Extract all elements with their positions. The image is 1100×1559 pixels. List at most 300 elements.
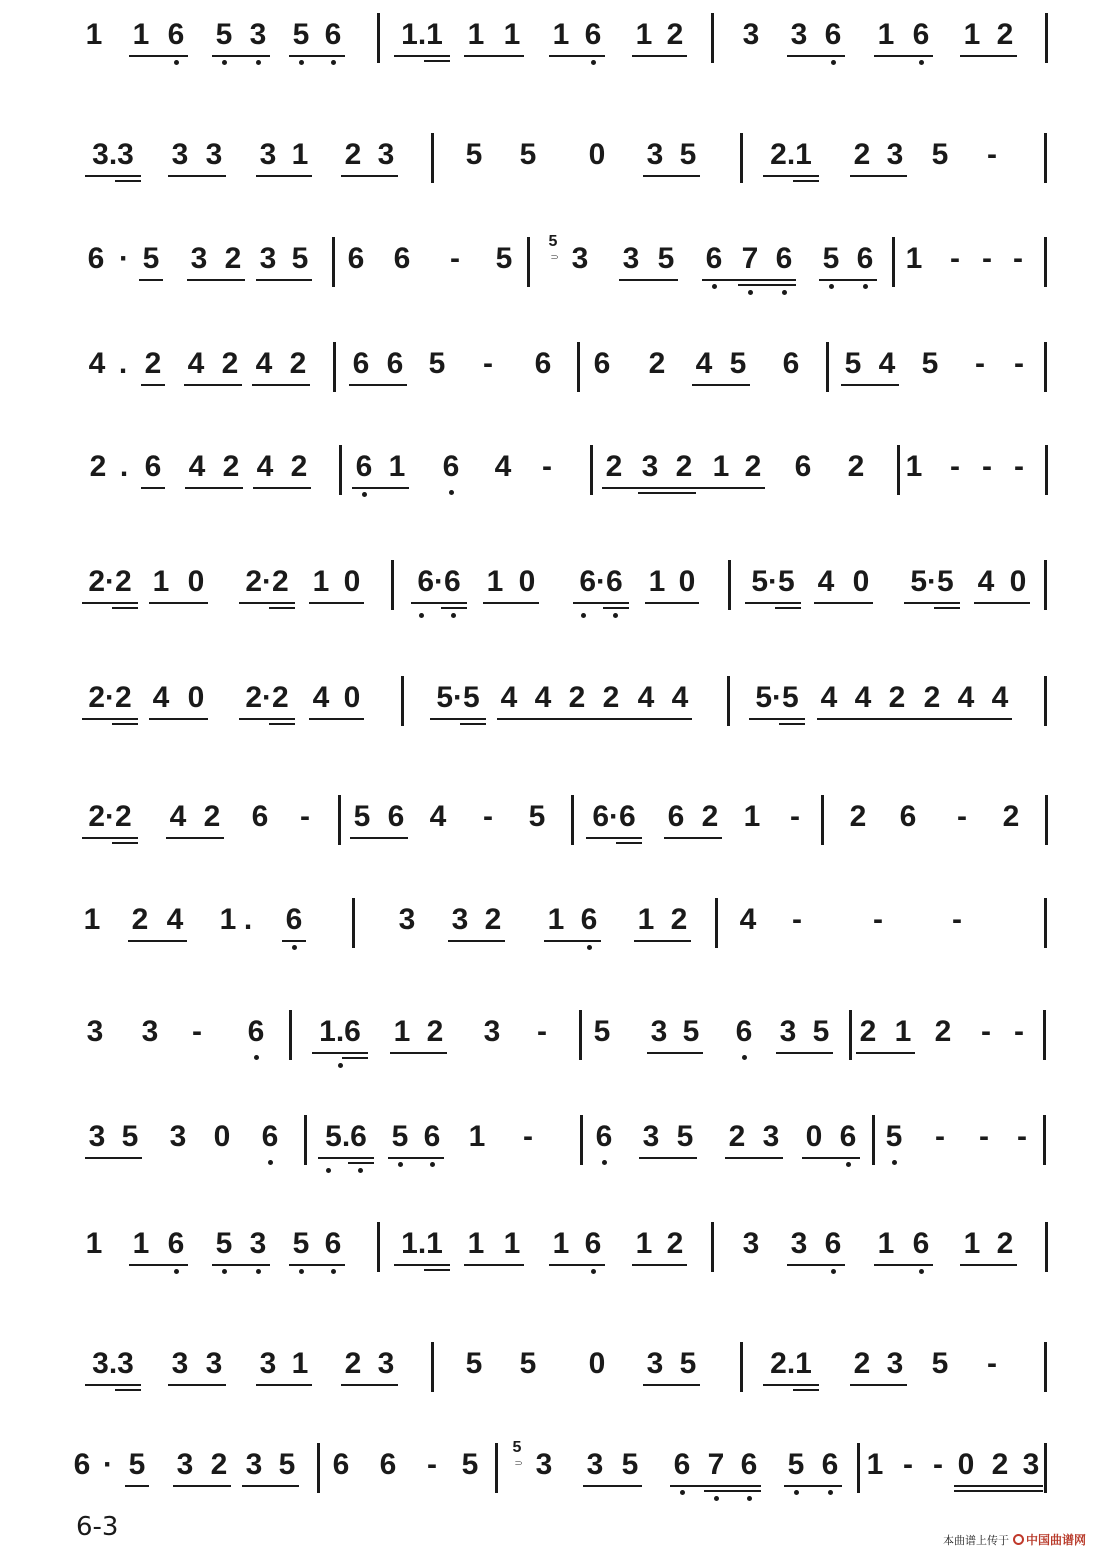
octave-dot [714,1496,719,1501]
underline-eighth [149,602,208,604]
underline-eighth [954,1485,1043,1487]
note: 2 [131,903,149,936]
note: 2 [923,681,941,714]
note: 2.1 [770,1347,812,1380]
note: 6 [324,1227,342,1260]
underline-eighth [602,487,765,489]
note: 3 [790,18,808,51]
octave-dot [419,613,424,618]
underline-eighth [129,55,188,57]
underline-eighth [464,1264,524,1266]
note: 1 [503,1227,521,1260]
note: 3 [762,1120,780,1153]
underline-sixteenth [424,60,450,62]
underline-eighth [85,175,141,177]
note: 2 [568,681,586,714]
note: 1 [905,450,923,483]
barline [391,560,394,610]
octave-dot [338,1063,343,1068]
note: 1 [503,18,521,51]
note: 6·6 [579,565,623,598]
note: 6 [379,1448,397,1481]
underline-eighth [497,718,692,720]
barline [711,13,714,63]
note: 1 [963,18,981,51]
note: 4 [991,681,1009,714]
note: 1 [877,1227,895,1260]
underline-sixteenth [342,1057,368,1059]
note: 6 [673,1448,691,1481]
note: 6 [387,800,405,833]
barline [579,1010,582,1060]
note: 6 [167,18,185,51]
grace-stem: ⸧ [513,1458,524,1470]
note: 3 [742,18,760,51]
barline [495,1443,498,1493]
underline-eighth [632,1264,687,1266]
barline [338,795,341,845]
barline [377,13,380,63]
underline-eighth [874,1264,933,1266]
underline-sixteenth [112,723,138,725]
underline-eighth [129,1264,188,1266]
underline-eighth [309,718,364,720]
note: 6 [167,1227,185,1260]
barline [527,237,530,287]
note: 2 [670,903,688,936]
underline-sixteenth [638,492,696,494]
note: 5 [679,138,697,171]
note: 6 [782,347,800,380]
note: 4 [695,347,713,380]
note: 1 [547,903,565,936]
underline-sixteenth [704,1490,761,1492]
underline-eighth [341,175,398,177]
octave-dot [919,1269,924,1274]
underline-eighth [643,1384,700,1386]
underline-eighth [242,1485,299,1487]
note: 4 [854,681,872,714]
barline [1044,560,1047,610]
underline-eighth [464,55,524,57]
note: 6 [705,242,723,275]
octave-dot [331,60,336,65]
note: 5 [461,1448,479,1481]
note: 6 [393,242,411,275]
note: 5 [465,1347,483,1380]
note: 3 [483,1015,501,1048]
underline-eighth [856,1052,915,1054]
note: 6 [839,1120,857,1153]
note: 1 [648,565,666,598]
barline [339,445,342,495]
barline [727,676,730,726]
underline-eighth [776,1052,833,1054]
note: 1 [467,18,485,51]
note: 5 [121,1120,139,1153]
note: 4 [739,903,757,936]
sustain-dash: - [1014,450,1024,483]
page-number: 6-3 [76,1512,119,1542]
underline-eighth [212,1264,270,1266]
note: 6 [794,450,812,483]
note: 1 [152,565,170,598]
note: 3 [259,1347,277,1380]
sustain-dash: - [427,1448,437,1481]
octave-dot [712,284,717,289]
note: 1 [486,565,504,598]
note: 7 [707,1448,725,1481]
underline-sixteenth [779,723,805,725]
octave-dot [829,284,834,289]
note: 6 [285,903,303,936]
note: 4 [820,681,838,714]
underline-eighth [212,55,270,57]
underline-eighth [619,279,678,281]
site-logo[interactable] [1013,1531,1086,1548]
note: 6 [87,242,105,275]
note: 6 [824,1227,842,1260]
note: 0 [852,565,870,598]
sustain-dash: - [982,450,992,483]
underline-eighth [394,1264,450,1266]
sustain-dash: - [903,1448,913,1481]
note: 0 [588,138,606,171]
barline [1045,445,1048,495]
underline-eighth [787,55,845,57]
barline [1045,13,1048,63]
underline-eighth [549,55,605,57]
underline-eighth [318,1157,374,1159]
underline-eighth [787,1264,845,1266]
note: 1 [388,450,406,483]
octave-dot [846,1162,851,1167]
barline [590,445,593,495]
underline-eighth [960,55,1017,57]
note: 6 [912,18,930,51]
underline-sixteenth [112,607,138,609]
underline-eighth [974,602,1030,604]
octave-dot [299,60,304,65]
underline-eighth [128,940,187,942]
octave-dot [602,1160,607,1165]
note: 1 [85,1227,103,1260]
underline-eighth [544,940,601,942]
note: 2 [210,1448,228,1481]
underline-eighth [483,602,539,604]
note: 5 [391,1120,409,1153]
sustain-dash: - [957,800,967,833]
note: 0 [678,565,696,598]
note: 2 [996,1227,1014,1260]
octave-dot [174,60,179,65]
sustain-dash: - [987,1347,997,1380]
octave-dot [256,60,261,65]
note: 2·2 [88,565,132,598]
underline-eighth [645,602,699,604]
note: 3.3 [92,138,134,171]
note: 3 [535,1448,553,1481]
note: 6 [824,18,842,51]
note: 3 [377,1347,395,1380]
note: 6 [740,1448,758,1481]
note: 2 [1002,800,1020,833]
note: 2 [859,1015,877,1048]
note: 3 [886,1347,904,1380]
underline-eighth [763,175,819,177]
octave-dot [451,613,456,618]
barline [571,795,574,845]
note: 2 [344,1347,362,1380]
note: 0 [518,565,536,598]
sustain-dash: - [483,800,493,833]
note: 3 [259,138,277,171]
note: 5 [428,347,446,380]
note: 3.3 [92,1347,134,1380]
note: 1 [552,1227,570,1260]
underline-eighth [168,175,226,177]
sustain-dash: - [975,347,985,380]
note: 3 [205,138,223,171]
note: 4 [977,565,995,598]
note: 1 [291,138,309,171]
note: 4 [637,681,655,714]
note: 5 [292,18,310,51]
note: 1 [635,1227,653,1260]
note: 1 [743,800,761,833]
octave-dot [747,1496,752,1501]
note: 2 [853,138,871,171]
barline [892,237,895,287]
underline-eighth [817,718,1012,720]
barline [1045,795,1048,845]
note: 2·2 [88,800,132,833]
note: 4 [152,681,170,714]
octave-dot [742,1055,747,1060]
sustain-dash: - [950,450,960,483]
note: 3 [622,242,640,275]
octave-dot [326,1168,331,1173]
underline-sixteenth [348,1162,374,1164]
note: 2 [701,800,719,833]
sustain-dash: - [987,138,997,171]
underline-eighth [394,55,450,57]
octave-dot [254,1055,259,1060]
note: 1 [552,18,570,51]
underline-sixteenth [441,607,467,609]
sustain-dash: - [523,1120,533,1153]
note: 5 [657,242,675,275]
underline-sixteenth [115,1389,141,1391]
note: . [118,347,128,380]
note: 3 [646,138,664,171]
note: 5 [215,18,233,51]
underline-eighth [341,1384,398,1386]
note: 2 [484,903,502,936]
note: 3 [650,1015,668,1048]
note: 3 [86,1015,104,1048]
barline [1044,1342,1047,1392]
note: 6 [261,1120,279,1153]
note: 5 [215,1227,233,1260]
underline-eighth [289,55,345,57]
note: 6·6 [417,565,461,598]
underline-sixteenth [954,1490,1043,1492]
octave-dot [591,60,596,65]
note: 4 [957,681,975,714]
note: 0 [588,1347,606,1380]
underline-eighth [282,940,306,942]
note: 5·5 [910,565,954,598]
underline-eighth [670,1485,761,1487]
note: 5 [679,1347,697,1380]
note: 5 [844,347,862,380]
note: 5·5 [751,565,795,598]
underline-sixteenth [269,723,295,725]
barline [401,676,404,726]
underline-eighth [82,602,138,604]
sustain-dash: - [790,800,800,833]
sustain-dash: - [1014,347,1024,380]
barline [431,1342,434,1392]
underline-eighth [643,175,700,177]
sustain-dash: - [542,450,552,483]
sustain-dash: - [1013,242,1023,275]
note: 2 [888,681,906,714]
octave-dot [794,1490,799,1495]
note: 6 [534,347,552,380]
sustain-dash: - [873,903,883,936]
note: 3 [779,1015,797,1048]
underline-eighth [634,940,691,942]
barline [304,1115,307,1165]
note: 6 [324,18,342,51]
note: 1 [291,1347,309,1380]
site-name: 中国曲谱网 [1025,1533,1086,1547]
barline [897,445,900,495]
sustain-dash: - [537,1015,547,1048]
note: 2 [666,18,684,51]
underline-eighth [784,1485,842,1487]
note: 3 [886,138,904,171]
note: 1 [963,1227,981,1260]
sustain-dash: - [1017,1120,1027,1153]
note: 2 [996,18,1014,51]
note: 5 [292,1227,310,1260]
note: 0 [343,565,361,598]
note: 6 [251,800,269,833]
octave-dot [613,613,618,618]
note: 5 [142,242,160,275]
underline-eighth [82,718,138,720]
note: 1 [467,1227,485,1260]
barline [740,133,743,183]
note: 2 [666,1227,684,1260]
underline-eighth [388,1157,444,1159]
note: 3 [245,1448,263,1481]
barline [1044,133,1047,183]
note: 3 [642,1120,660,1153]
underline-eighth [573,602,629,604]
note: 7 [741,242,759,275]
note: 6 [899,800,917,833]
underline-sixteenth [738,284,796,286]
note: 6 [667,800,685,833]
note: 5 [931,138,949,171]
note: 3 [249,18,267,51]
note: 5 [822,242,840,275]
underline-eighth [448,940,505,942]
underline-sixteenth [115,180,141,182]
octave-dot [449,490,454,495]
underline-eighth [692,384,750,386]
note: 3 [571,242,589,275]
note: 5 [528,800,546,833]
underline-eighth [187,279,245,281]
note: 2 [203,800,221,833]
note: 0 [187,565,205,598]
underline-eighth [256,279,312,281]
note: 2 [648,347,666,380]
note: 0 [187,681,205,714]
note: 1 [635,18,653,51]
octave-dot [828,1490,833,1495]
underline-eighth [749,718,805,720]
note: 1.1 [401,1227,443,1260]
note: 1 [132,18,150,51]
note: 3 [169,1120,187,1153]
underline-eighth [904,602,960,604]
underline-eighth [960,1264,1017,1266]
underline-eighth [549,1264,605,1266]
octave-dot [299,1269,304,1274]
underline-eighth [141,487,165,489]
note: 3 [176,1448,194,1481]
note: 6 [144,450,162,483]
underline-eighth [173,1485,231,1487]
underline-eighth [841,384,899,386]
note: 4 [255,347,273,380]
octave-dot [591,1269,596,1274]
sustain-dash: - [933,1448,943,1481]
barline [1044,676,1047,726]
note: 0 [343,681,361,714]
underline-eighth [725,1157,783,1159]
note: 4 [88,347,106,380]
note: 1 [637,903,655,936]
note: 6 [584,18,602,51]
underline-eighth [586,837,642,839]
underline-eighth [350,837,408,839]
barline [1044,898,1047,948]
note: 4 [169,800,187,833]
note: 3 [141,1015,159,1048]
octave-dot [358,1168,363,1173]
note: 3 [205,1347,223,1380]
note: 4 [256,450,274,483]
note: 6 [775,242,793,275]
note: 6 [355,450,373,483]
underline-eighth [745,602,801,604]
note: 1 [894,1015,912,1048]
note: 5 [593,1015,611,1048]
note: 2 [602,681,620,714]
barline [1044,1443,1047,1493]
note: 1 [85,18,103,51]
underline-eighth [85,1157,142,1159]
note: 1 [219,903,237,936]
sustain-dash: - [192,1015,202,1048]
